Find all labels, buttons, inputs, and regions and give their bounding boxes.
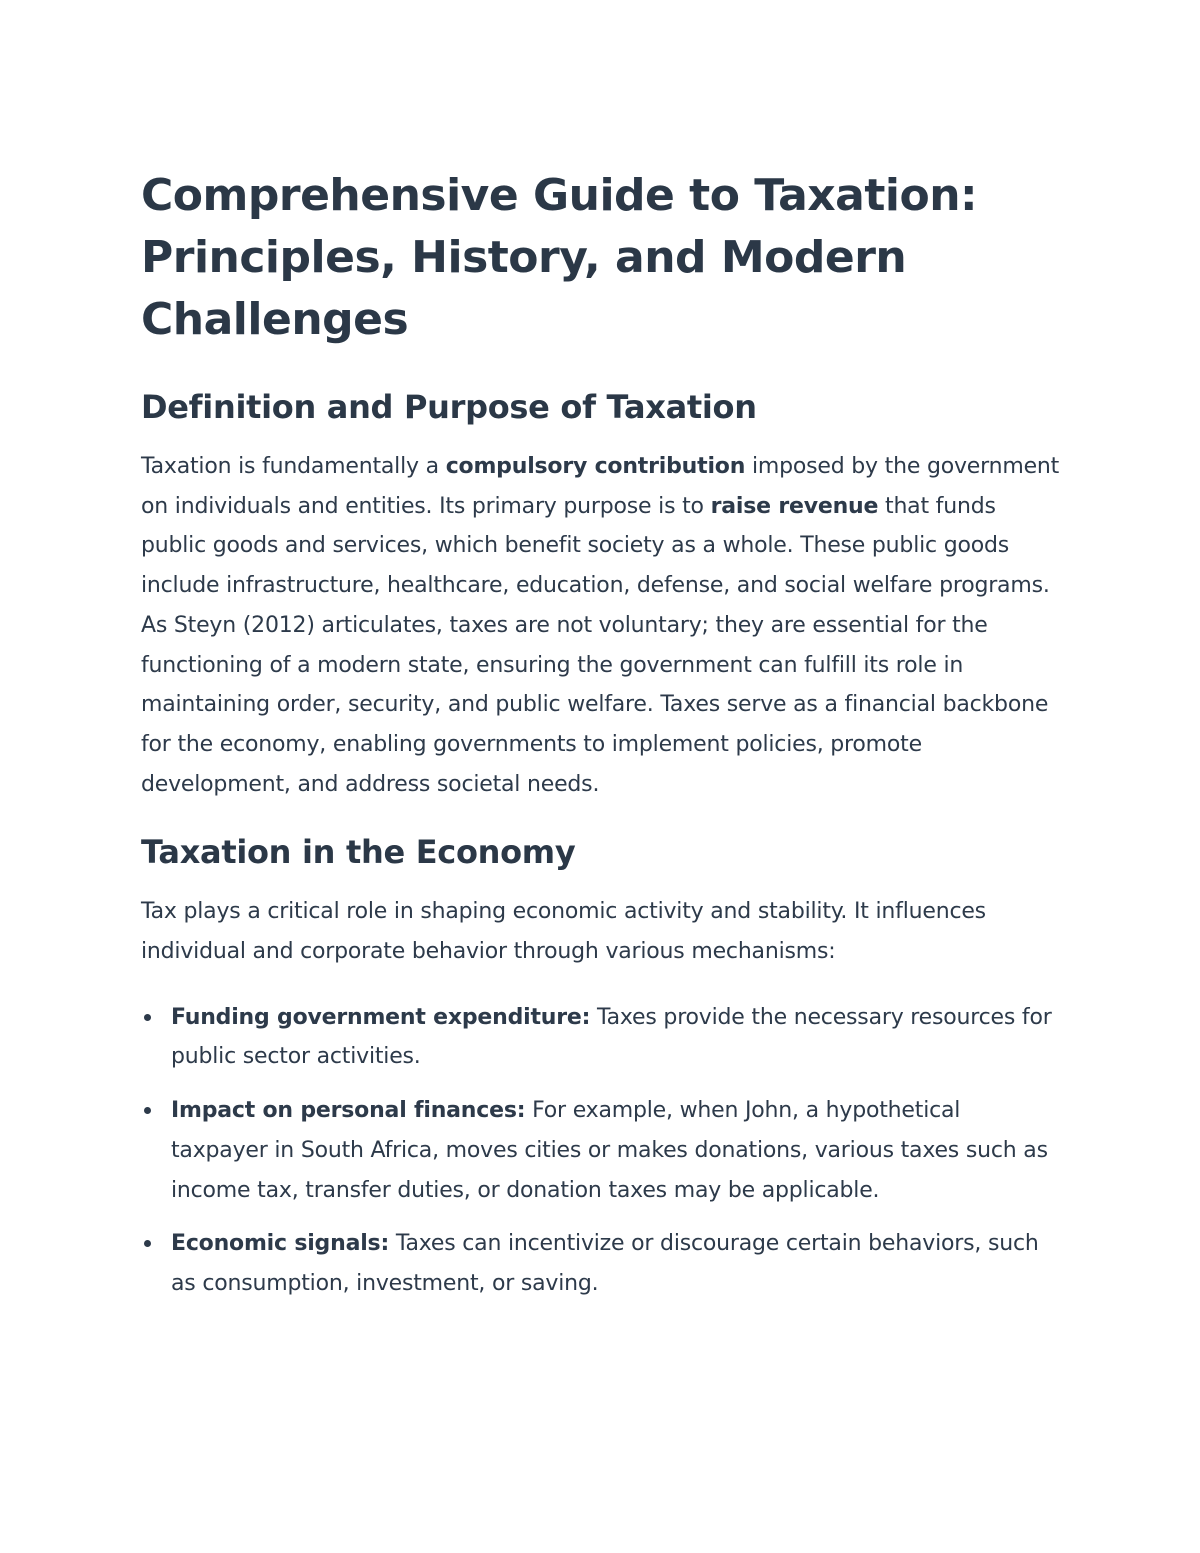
list-item-label: Impact on personal finances: <box>171 1098 526 1124</box>
section-intro: Tax plays a critical role in shaping economic activity and stability. It influences individual and corporate behavior through various mechanisms: <box>141 899 986 965</box>
section-definition <box>141 385 1061 804</box>
list-item-text: For example, when John, a hypothetical taxpayer in South Africa, moves cities or makes donations, various taxes such as income tax, transfer duties, or donation taxes may be applicable. <box>171 1098 1048 1203</box>
section-heading: Taxation in the Economy <box>141 833 576 872</box>
paragraph-text: that funds public goods and services, which benefit society as a whole. These public goods include infrastructure, healthcare, education, defense, and social welfare programs. As Steyn (2012) articulates, taxes are not voluntary; they are essential for the functioning of a modern state, ensuring the government can fulfill its role in maintaining order, security, and public welfare. Taxes serve as a financial backbone for the economy, enabling governments to implement policies, promote development, and address societal needs. <box>141 493 1050 797</box>
list-item <box>141 1091 1061 1210</box>
list-item-label: Economic signals: <box>171 1231 390 1257</box>
section-heading: Definition and Purpose of Taxation <box>141 388 757 426</box>
paragraph-text: Taxation is fundamentally a <box>141 454 446 479</box>
section-paragraph <box>141 447 1061 804</box>
bullet-icon <box>144 1014 151 1021</box>
bold-term: raise revenue <box>710 493 879 519</box>
list-item <box>141 1224 1061 1303</box>
list-item-text: Taxes provide the necessary resources for public sector activities. <box>171 1004 1052 1070</box>
paragraph-text: imposed by the government on individuals and entities. Its primary purpose is to <box>141 454 1060 519</box>
list-item-text: Taxes can incentivize or discourage certain behaviors, such as consumption, investment, or saving. <box>171 1231 1039 1296</box>
list-item-label: Funding government expenditure: <box>171 1004 591 1030</box>
document-page <box>141 165 1061 1318</box>
section-economy <box>141 830 1061 1303</box>
list-item <box>141 998 1061 1077</box>
document-title: Comprehensive Guide to Taxation: Principles, History, and Modern Challenges <box>141 170 978 345</box>
bullet-list <box>141 998 1061 1304</box>
bold-term: compulsory contribution <box>445 454 746 479</box>
bullet-icon <box>144 1107 151 1114</box>
bullet-icon <box>144 1240 151 1247</box>
